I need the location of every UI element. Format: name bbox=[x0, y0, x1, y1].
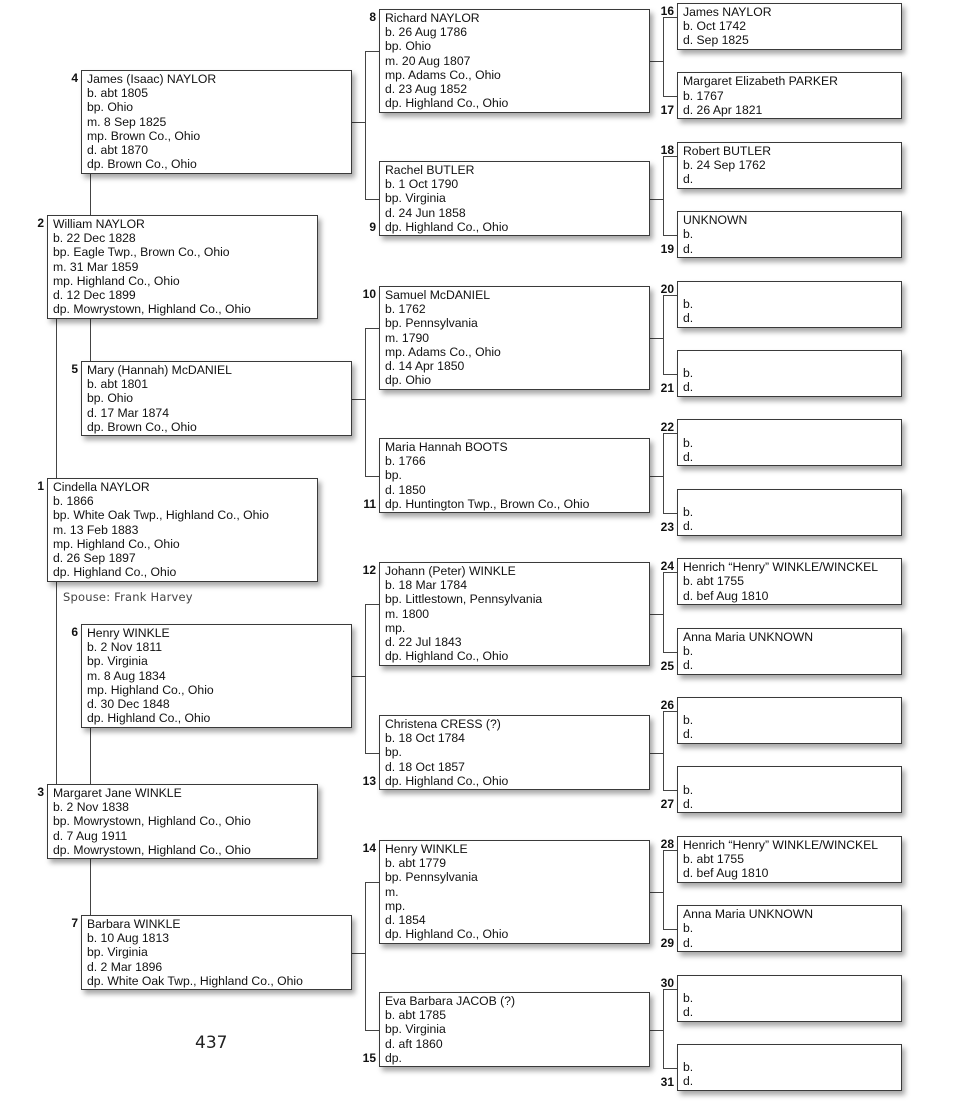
person-fact: d. bbox=[683, 658, 694, 672]
person-fact: d. abt 1870 bbox=[87, 143, 148, 158]
person-name: Anna Maria UNKNOWN bbox=[683, 907, 814, 922]
connector-line bbox=[663, 96, 677, 97]
connector-line bbox=[365, 476, 379, 477]
connector-line bbox=[663, 433, 664, 512]
connector-line bbox=[365, 882, 366, 1030]
person-fact: b. Oct 1742 bbox=[683, 19, 747, 34]
person-fact: bp. Virginia bbox=[87, 945, 148, 960]
person-fact: dp. Huntington Twp., Brown Co., Ohio bbox=[385, 496, 590, 511]
connector-line bbox=[352, 122, 365, 123]
person-fact: b. 1766 bbox=[385, 454, 426, 469]
ahnentafel-number: 5 bbox=[71, 362, 78, 376]
person-fact: b. bbox=[683, 643, 694, 658]
ahnentafel-number: 8 bbox=[369, 10, 376, 24]
person-name: Mary (Hannah) McDANIEL bbox=[87, 363, 232, 377]
person-fact: b. bbox=[683, 296, 694, 311]
person-name: Cindella NAYLOR bbox=[53, 480, 150, 494]
person-name: Henry WINKLE bbox=[87, 626, 170, 640]
person-fact: d. bbox=[683, 172, 694, 187]
person-fact: bp. Virginia bbox=[87, 654, 148, 669]
person-fact: bp. bbox=[385, 468, 402, 483]
person-fact: dp. Mowrystown, Highland Co., Ohio bbox=[53, 842, 251, 857]
person-name: UNKNOWN bbox=[683, 213, 748, 228]
person-box-26[interactable] bbox=[677, 697, 902, 744]
person-fact: mp. Highland Co., Ohio bbox=[53, 536, 180, 551]
connector-line bbox=[365, 199, 379, 200]
person-fact: b. 18 Oct 1784 bbox=[385, 731, 465, 746]
person-fact: d. 14 Apr 1850 bbox=[385, 359, 465, 374]
person-fact: d. 1854 bbox=[385, 913, 426, 928]
person-fact: dp. Highland Co., Ohio bbox=[385, 219, 509, 234]
person-name: James NAYLOR bbox=[683, 5, 772, 19]
page-number: 437 bbox=[195, 1033, 228, 1053]
person-name bbox=[683, 283, 897, 297]
person-fact: b. 24 Sep 1762 bbox=[683, 158, 766, 172]
person-box-4[interactable] bbox=[81, 70, 352, 174]
ahnentafel-number: 17 bbox=[660, 103, 674, 118]
ahnentafel-number: 3 bbox=[37, 785, 44, 799]
person-box-3[interactable] bbox=[47, 784, 318, 859]
connector-line bbox=[663, 17, 664, 96]
person-name: William NAYLOR bbox=[53, 217, 145, 231]
person-fact: d. 2 Mar 1896 bbox=[87, 959, 163, 974]
person-box-1[interactable] bbox=[47, 478, 318, 582]
person-fact: b. 22 Dec 1828 bbox=[53, 231, 136, 246]
person-name: Henry WINKLE bbox=[385, 842, 468, 856]
person-name: Margaret Jane WINKLE bbox=[53, 786, 182, 800]
person-fact: mp. bbox=[385, 898, 406, 913]
ahnentafel-number: 11 bbox=[363, 497, 376, 511]
ahnentafel-number: 31 bbox=[660, 1075, 674, 1089]
person-name: Rachel BUTLER bbox=[385, 163, 475, 177]
connector-line bbox=[352, 953, 365, 954]
person-fact: dp. Highland Co., Ohio bbox=[87, 711, 211, 726]
person-fact: m. 20 Aug 1807 bbox=[385, 53, 471, 68]
person-fact: dp. White Oak Twp., Highland Co., Ohio bbox=[87, 973, 303, 988]
person-fact: d. 17 Mar 1874 bbox=[87, 405, 169, 420]
person-fact: dp. Mowrystown, Highland Co., Ohio bbox=[53, 302, 251, 317]
person-fact: dp. Brown Co., Ohio bbox=[87, 157, 197, 172]
person-name bbox=[683, 699, 897, 713]
person-name: Eva Barbara JACOB (?) bbox=[385, 994, 516, 1008]
person-name: Anna Maria UNKNOWN bbox=[683, 629, 814, 644]
connector-line bbox=[365, 882, 379, 883]
person-fact: b. bbox=[683, 782, 694, 797]
connector-line bbox=[365, 1030, 379, 1031]
person-fact: d. 23 Aug 1852 bbox=[385, 82, 468, 97]
person-fact: bp. Eagle Twp., Brown Co., Ohio bbox=[53, 245, 230, 260]
person-box-6[interactable] bbox=[81, 624, 352, 728]
person-box-22[interactable] bbox=[677, 419, 902, 466]
connector-line bbox=[663, 711, 664, 790]
person-fact: dp. Highland Co., Ohio bbox=[385, 927, 509, 942]
person-box-29[interactable] bbox=[677, 905, 902, 952]
person-name bbox=[683, 421, 897, 435]
person-box-11[interactable] bbox=[379, 438, 650, 513]
person-fact: d. 24 Jun 1858 bbox=[385, 205, 466, 220]
person-fact: dp. Highland Co., Ohio bbox=[53, 565, 177, 580]
connector-line bbox=[650, 892, 663, 893]
ahnentafel-number: 29 bbox=[660, 936, 674, 951]
person-name: Henrich “Henry” WINKLE/WINCKEL bbox=[683, 560, 879, 575]
person-box-16[interactable] bbox=[677, 3, 902, 50]
person-fact: bp. Ohio bbox=[87, 100, 134, 115]
person-fact: dp. Ohio bbox=[385, 373, 432, 388]
connector-line bbox=[663, 790, 677, 791]
connector-line bbox=[650, 1030, 663, 1031]
person-box-17[interactable] bbox=[677, 72, 902, 119]
person-fact: d. bbox=[683, 935, 694, 950]
person-fact: bp. Pennsylvania bbox=[385, 870, 478, 885]
person-fact: d. aft 1860 bbox=[385, 1036, 443, 1051]
connector-line bbox=[365, 51, 366, 199]
person-fact: b. 1762 bbox=[385, 302, 426, 317]
person-fact: b. bbox=[683, 990, 694, 1005]
person-fact: m. 31 Mar 1859 bbox=[53, 259, 139, 274]
person-fact: b. bbox=[683, 505, 694, 519]
connector-line bbox=[663, 295, 664, 374]
person-name bbox=[683, 1046, 897, 1060]
person-fact: dp. Highland Co., Ohio bbox=[385, 773, 509, 788]
person-fact: dp. Highland Co., Ohio bbox=[385, 649, 509, 664]
ahnentafel-number: 19 bbox=[660, 242, 674, 257]
person-fact: b. 2 Nov 1838 bbox=[53, 800, 129, 815]
connector-line bbox=[650, 61, 663, 62]
person-box-28[interactable] bbox=[677, 836, 902, 883]
person-fact: d. bbox=[683, 311, 694, 325]
connector-line bbox=[650, 614, 663, 615]
person-fact: dp. Highland Co., Ohio bbox=[385, 96, 509, 111]
person-fact: b. bbox=[683, 366, 694, 381]
person-fact: d. 26 Sep 1897 bbox=[53, 551, 136, 566]
person-box-15[interactable] bbox=[379, 992, 650, 1067]
ahnentafel-number: 7 bbox=[71, 916, 78, 930]
person-name: Richard NAYLOR bbox=[385, 11, 480, 25]
person-box-23[interactable] bbox=[677, 489, 902, 536]
person-box-9[interactable] bbox=[379, 161, 650, 236]
connector-line bbox=[663, 235, 677, 236]
person-fact: m. 13 Feb 1883 bbox=[53, 522, 139, 537]
person-fact: d. Sep 1825 bbox=[683, 33, 749, 48]
person-fact: b. bbox=[683, 227, 694, 242]
person-fact: mp. Adams Co., Ohio bbox=[385, 67, 501, 82]
person-name bbox=[683, 977, 897, 991]
person-box-30[interactable] bbox=[677, 975, 902, 1022]
person-fact: b. bbox=[683, 921, 694, 936]
spouse-note: Spouse: Frank Harvey bbox=[63, 590, 193, 604]
ahnentafel-number: 23 bbox=[660, 519, 674, 534]
person-fact: d. 18 Oct 1857 bbox=[385, 759, 465, 774]
person-fact: d. bbox=[683, 1074, 694, 1089]
person-fact: b. abt 1755 bbox=[683, 574, 744, 589]
person-fact: b. bbox=[683, 435, 694, 450]
ahnentafel-number: 27 bbox=[660, 797, 674, 812]
person-fact: bp. bbox=[385, 745, 402, 760]
ahnentafel-number: 20 bbox=[660, 281, 674, 296]
person-fact: bp. Littlestown, Pennsylvania bbox=[385, 592, 543, 607]
person-fact: d. bbox=[683, 1005, 694, 1019]
person-box-21[interactable] bbox=[677, 350, 902, 397]
connector-line bbox=[650, 476, 663, 477]
connector-line bbox=[90, 728, 91, 784]
connector-line bbox=[352, 399, 365, 400]
ahnentafel-number: 2 bbox=[37, 216, 44, 230]
connector-line bbox=[90, 859, 91, 915]
connector-line bbox=[365, 328, 366, 476]
person-fact: bp. Mowrystown, Highland Co., Ohio bbox=[53, 814, 251, 829]
ahnentafel-number: 4 bbox=[71, 71, 78, 85]
person-box-7[interactable] bbox=[81, 915, 352, 990]
person-name: Margaret Elizabeth PARKER bbox=[683, 74, 838, 89]
person-box-18[interactable] bbox=[677, 142, 902, 189]
person-fact: m. 8 Sep 1825 bbox=[87, 114, 167, 129]
person-fact: d. 30 Dec 1848 bbox=[87, 697, 170, 712]
person-fact: d. bbox=[683, 380, 694, 395]
person-fact: mp. Highland Co., Ohio bbox=[53, 273, 180, 288]
person-name: Barbara WINKLE bbox=[87, 917, 181, 931]
person-fact: b. 26 Aug 1786 bbox=[385, 25, 468, 40]
ahnentafel-number: 25 bbox=[660, 658, 674, 673]
ahnentafel-number: 1 bbox=[37, 479, 44, 493]
person-box-19[interactable] bbox=[677, 211, 902, 258]
person-fact: b. abt 1805 bbox=[87, 86, 148, 101]
person-name: Samuel McDANIEL bbox=[385, 288, 490, 302]
connector-line bbox=[365, 51, 379, 52]
ahnentafel-number: 14 bbox=[362, 841, 376, 855]
person-fact: b. abt 1779 bbox=[385, 856, 446, 871]
ahnentafel-number: 9 bbox=[369, 220, 376, 234]
person-box-27[interactable] bbox=[677, 766, 902, 813]
person-box-24[interactable] bbox=[677, 558, 902, 605]
person-fact: b. 2 Nov 1811 bbox=[87, 640, 162, 655]
connector-line bbox=[365, 328, 379, 329]
connector-line bbox=[663, 156, 664, 235]
person-fact: d. bbox=[683, 519, 694, 534]
person-fact: bp. Ohio bbox=[385, 39, 432, 54]
person-name: Robert BUTLER bbox=[683, 143, 772, 158]
person-fact: mp. bbox=[385, 620, 406, 635]
connector-line bbox=[365, 753, 379, 754]
connector-line bbox=[663, 929, 677, 930]
person-fact: d. 7 Aug 1911 bbox=[53, 828, 128, 843]
person-box-25[interactable] bbox=[677, 628, 902, 675]
person-name: Henrich “Henry” WINKLE/WINCKEL bbox=[683, 837, 879, 852]
person-fact: d. bef Aug 1810 bbox=[683, 588, 769, 603]
person-fact: m. 8 Aug 1834 bbox=[87, 668, 166, 683]
person-fact: d. bbox=[683, 449, 694, 464]
person-fact: b. 1866 bbox=[53, 494, 94, 509]
person-fact: bp. Virginia bbox=[385, 1022, 446, 1037]
person-fact: b. 1767 bbox=[683, 88, 724, 103]
connector-line bbox=[352, 676, 365, 677]
connector-line bbox=[90, 319, 91, 361]
ahnentafel-number: 22 bbox=[660, 420, 674, 435]
person-fact: mp. Brown Co., Ohio bbox=[87, 128, 201, 143]
person-fact: b. 1 Oct 1790 bbox=[385, 177, 459, 192]
person-fact: mp. Highland Co., Ohio bbox=[87, 682, 214, 697]
person-fact: bp. Ohio bbox=[87, 391, 134, 406]
person-fact: d. 12 Dec 1899 bbox=[53, 288, 136, 303]
person-box-31[interactable] bbox=[677, 1044, 902, 1091]
person-fact: bp. White Oak Twp., Highland Co., Ohio bbox=[53, 508, 269, 523]
ahnentafel-number: 13 bbox=[362, 774, 376, 788]
ahnentafel-number: 26 bbox=[660, 698, 674, 712]
connector-line bbox=[663, 850, 664, 929]
connector-line bbox=[365, 604, 379, 605]
person-fact: d. 26 Apr 1821 bbox=[683, 102, 763, 117]
person-box-14[interactable] bbox=[379, 840, 650, 944]
person-fact: bp. Virginia bbox=[385, 191, 446, 206]
connector-line bbox=[663, 652, 677, 653]
ahnentafel-number: 6 bbox=[71, 625, 78, 639]
person-box-12[interactable] bbox=[379, 562, 650, 666]
person-fact: d. 1850 bbox=[385, 482, 426, 497]
person-box-5[interactable] bbox=[81, 361, 352, 436]
person-fact: b. bbox=[683, 713, 694, 728]
person-fact: b. abt 1801 bbox=[87, 377, 148, 392]
connector-line bbox=[650, 199, 663, 200]
person-box-8[interactable] bbox=[379, 9, 650, 113]
person-name bbox=[683, 352, 897, 366]
person-name bbox=[683, 768, 897, 782]
connector-line bbox=[650, 338, 663, 339]
person-fact: m. bbox=[385, 884, 399, 899]
connector-line bbox=[663, 1068, 677, 1069]
connector-line bbox=[663, 989, 664, 1068]
person-name: Maria Hannah BOOTS bbox=[385, 440, 508, 454]
ahnentafel-number: 12 bbox=[362, 563, 376, 577]
person-fact: d. bbox=[683, 796, 694, 811]
connector-line bbox=[365, 604, 366, 753]
person-fact: b. abt 1755 bbox=[683, 852, 744, 866]
ahnentafel-number: 16 bbox=[660, 4, 674, 18]
ahnentafel-number: 21 bbox=[660, 381, 674, 395]
person-fact: m. 1790 bbox=[385, 330, 430, 345]
ahnentafel-number: 24 bbox=[660, 559, 674, 574]
connector-line bbox=[90, 174, 91, 215]
person-box-10[interactable] bbox=[379, 286, 650, 390]
person-fact: b. bbox=[683, 1060, 694, 1075]
person-fact: b. 18 Mar 1784 bbox=[385, 578, 467, 593]
ahnentafel-number: 30 bbox=[660, 975, 674, 990]
person-fact: d. bbox=[683, 727, 694, 742]
person-fact: bp. Pennsylvania bbox=[385, 316, 478, 331]
person-fact: b. 10 Aug 1813 bbox=[87, 931, 170, 946]
ahnentafel-number: 10 bbox=[362, 287, 376, 301]
person-box-2[interactable] bbox=[47, 215, 318, 319]
person-name: Christena CRESS (?) bbox=[385, 717, 501, 731]
person-fact: dp. bbox=[385, 1050, 402, 1065]
person-fact: m. 1800 bbox=[385, 606, 430, 621]
connector-line bbox=[663, 572, 664, 651]
connector-line bbox=[663, 513, 677, 514]
person-name: Johann (Peter) WINKLE bbox=[385, 564, 516, 578]
ahnentafel-number: 28 bbox=[660, 836, 674, 851]
person-fact: d. bef Aug 1810 bbox=[683, 866, 769, 881]
ahnentafel-number: 18 bbox=[660, 142, 674, 157]
person-fact: d. bbox=[683, 241, 694, 256]
person-name: James (Isaac) NAYLOR bbox=[87, 72, 217, 86]
connector-line bbox=[650, 753, 663, 754]
ahnentafel-number: 15 bbox=[362, 1051, 376, 1065]
person-fact: dp. Brown Co., Ohio bbox=[87, 419, 197, 434]
person-box-20[interactable] bbox=[677, 281, 902, 328]
connector-line bbox=[663, 374, 677, 375]
person-box-13[interactable] bbox=[379, 715, 650, 790]
person-fact: b. abt 1785 bbox=[385, 1008, 446, 1023]
person-fact: d. 22 Jul 1843 bbox=[385, 635, 462, 650]
person-fact: mp. Adams Co., Ohio bbox=[385, 344, 501, 359]
person-name bbox=[683, 491, 897, 505]
